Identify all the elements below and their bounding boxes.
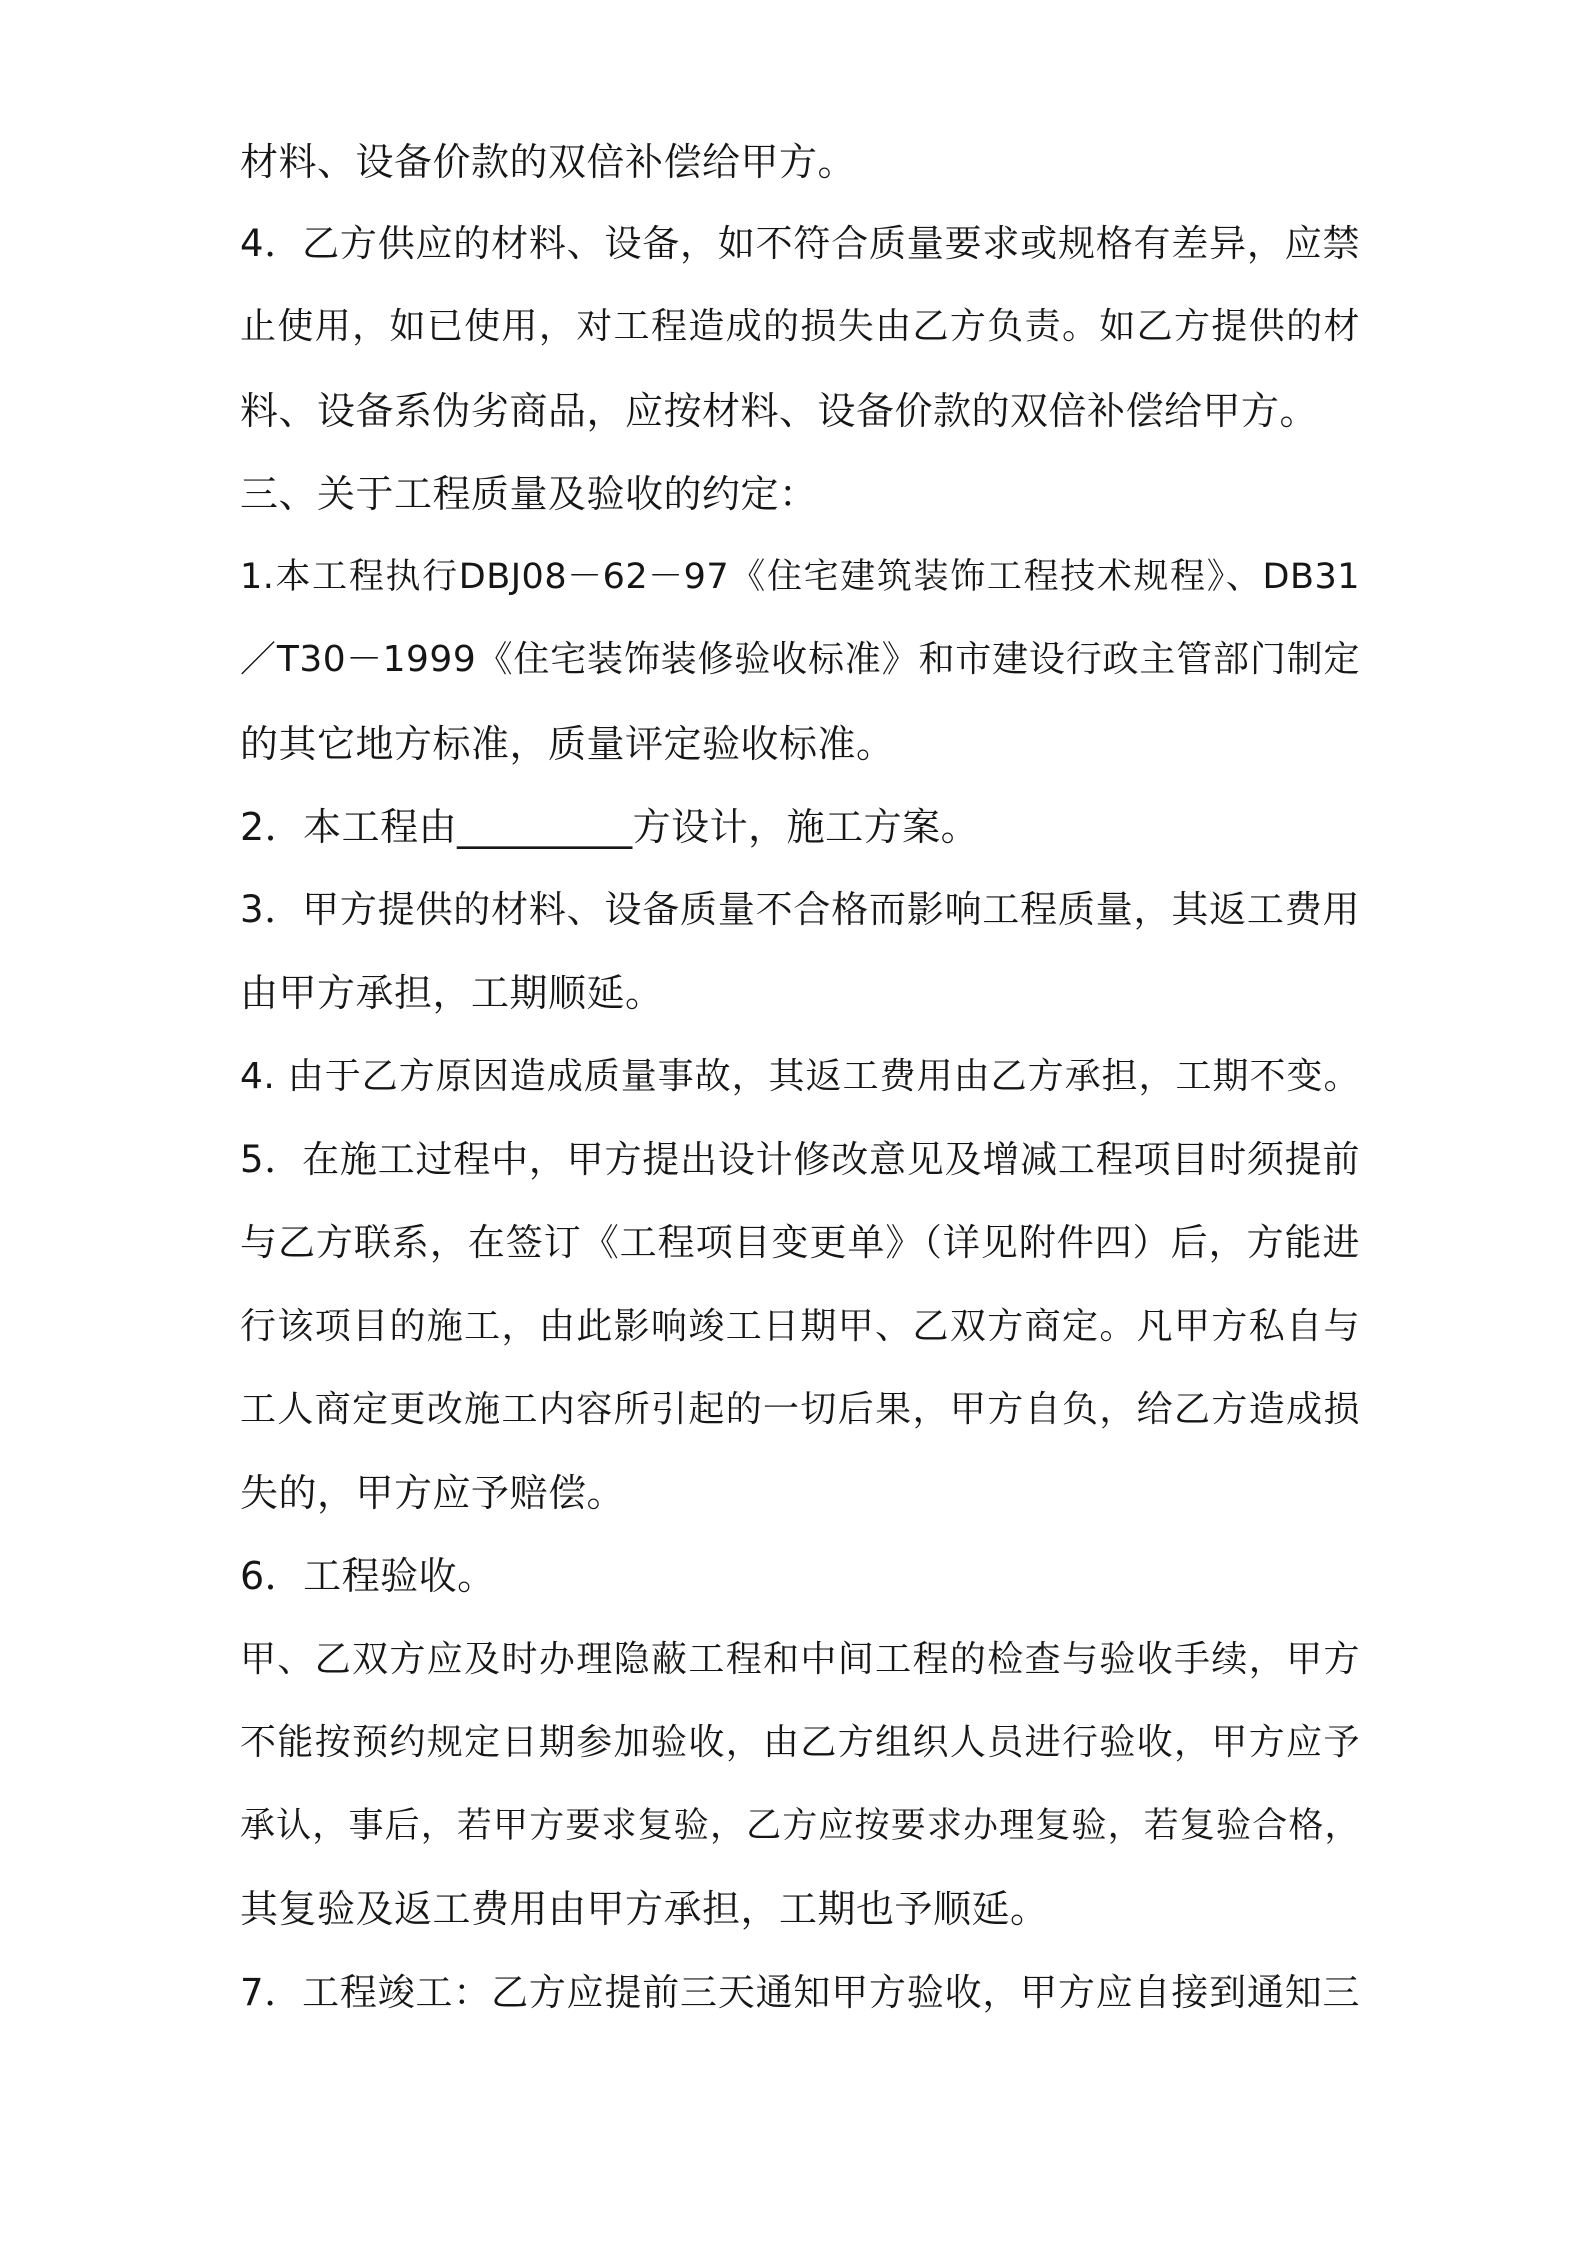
text-line: 5．在施工过程中，甲方提出设计修改意见及增减工程项目时须提前 xyxy=(240,1138,1360,1181)
text-line: 失的，甲方应予赔偿。 xyxy=(240,1471,626,1515)
text-line: 料、设备系伪劣商品，应按材料、设备价款的双倍补偿给甲方。 xyxy=(240,389,1319,433)
text-line: 行该项目的施工，由此影响竣工日期甲、乙双方商定。凡甲方私自与 xyxy=(240,1306,1360,1347)
text-line: 其复验及返工费用由甲方承担，工期也予顺延。 xyxy=(240,1887,1049,1931)
text-line: ／T30－1999《住宅装饰装修验收标准》和市建设行政主管部门制定 xyxy=(240,639,1360,680)
text-line: 材料、设备价款的双倍补偿给甲方。 xyxy=(240,140,857,184)
text-line: 7．工程竣工：乙方应提前三天通知甲方验收，甲方应自接到通知三 xyxy=(240,1971,1360,2014)
text-line: 与乙方联系，在签订《工程项目变更单》（详见附件四）后，方能进 xyxy=(240,1221,1360,1264)
text-line: 不能按预约规定日期参加验收，由乙方组织人员进行验收，甲方应予 xyxy=(240,1722,1360,1763)
section-heading: 三、关于工程质量及验收的约定： xyxy=(240,472,818,516)
text-line: 1.本工程执行DBJ08－62－97《住宅建筑装饰工程技术规程》、DB31 xyxy=(240,557,1360,597)
text-line: 6．工程验收。 xyxy=(240,1554,496,1598)
text-line: 承认，事后，若甲方要求复验，乙方应按要求办理复验，若复验合格， xyxy=(240,1806,1360,1846)
text-line: 的其它地方标准，质量评定验收标准。 xyxy=(240,722,895,766)
text-line: 工人商定更改施工内容所引起的一切后果，甲方自负，给乙方造成损 xyxy=(240,1389,1360,1430)
text-line: 4．乙方供应的材料、设备，如不符合质量要求或规格有差异，应禁 xyxy=(240,222,1360,265)
text-line: 甲、乙双方应及时办理隐蔽工程和中间工程的检查与验收手续，甲方 xyxy=(240,1639,1360,1680)
text-line: 4. 由于乙方原因造成质量事故，其返工费用由乙方承担，工期不变。 xyxy=(240,1056,1360,1097)
text-line: 由甲方承担，工期顺延。 xyxy=(240,971,664,1015)
text-line: 3．甲方提供的材料、设备质量不合格而影响工程质量，其返工费用 xyxy=(240,888,1360,931)
text-line: 止使用，如已使用，对工程造成的损失由乙方负责。如乙方提供的材 xyxy=(240,306,1360,347)
text-line: 2．本工程由_________方设计，施工方案。 xyxy=(240,805,980,849)
